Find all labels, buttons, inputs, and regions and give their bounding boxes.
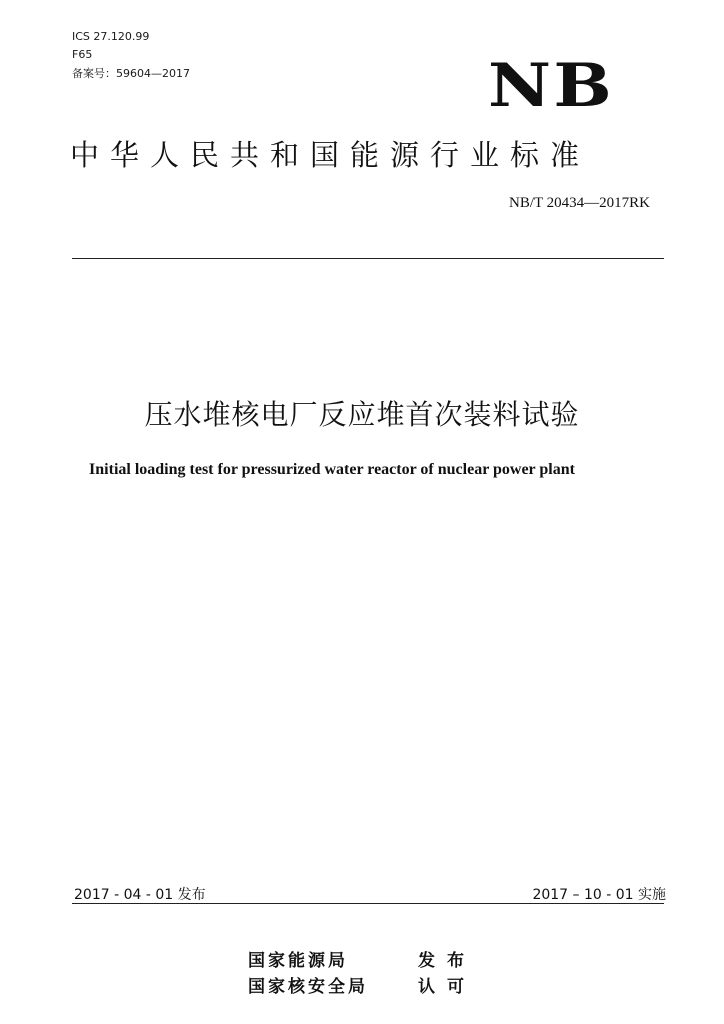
standard-category-title: 中华人民共和国能源行业标准: [70, 138, 591, 172]
top-divider: [72, 258, 664, 259]
issuer-org: 国家能源局: [248, 951, 348, 971]
issuer-org: 国家核安全局: [248, 977, 368, 997]
issuer-action: 认可: [418, 977, 476, 997]
document-title-english: Initial loading test for pressurized water reactor of nuclear power plant: [89, 461, 575, 478]
implementation-date: 2017 – 10 - 01 实施: [532, 887, 666, 903]
standard-number: NB/T 20434—2017RK: [509, 195, 650, 211]
record-number: 备案号：59604—2017: [72, 67, 190, 80]
issue-date: 2017 - 04 - 01 发布: [74, 887, 206, 903]
bottom-divider: [72, 903, 664, 904]
document-title-chinese: 压水堆核电厂反应堆首次装料试验: [144, 398, 580, 431]
nb-logo: NB: [488, 51, 614, 121]
issuer-action: 发布: [418, 951, 476, 971]
ics-code: ICS 27.120.99: [72, 30, 150, 43]
ccs-code: F65: [72, 48, 93, 61]
